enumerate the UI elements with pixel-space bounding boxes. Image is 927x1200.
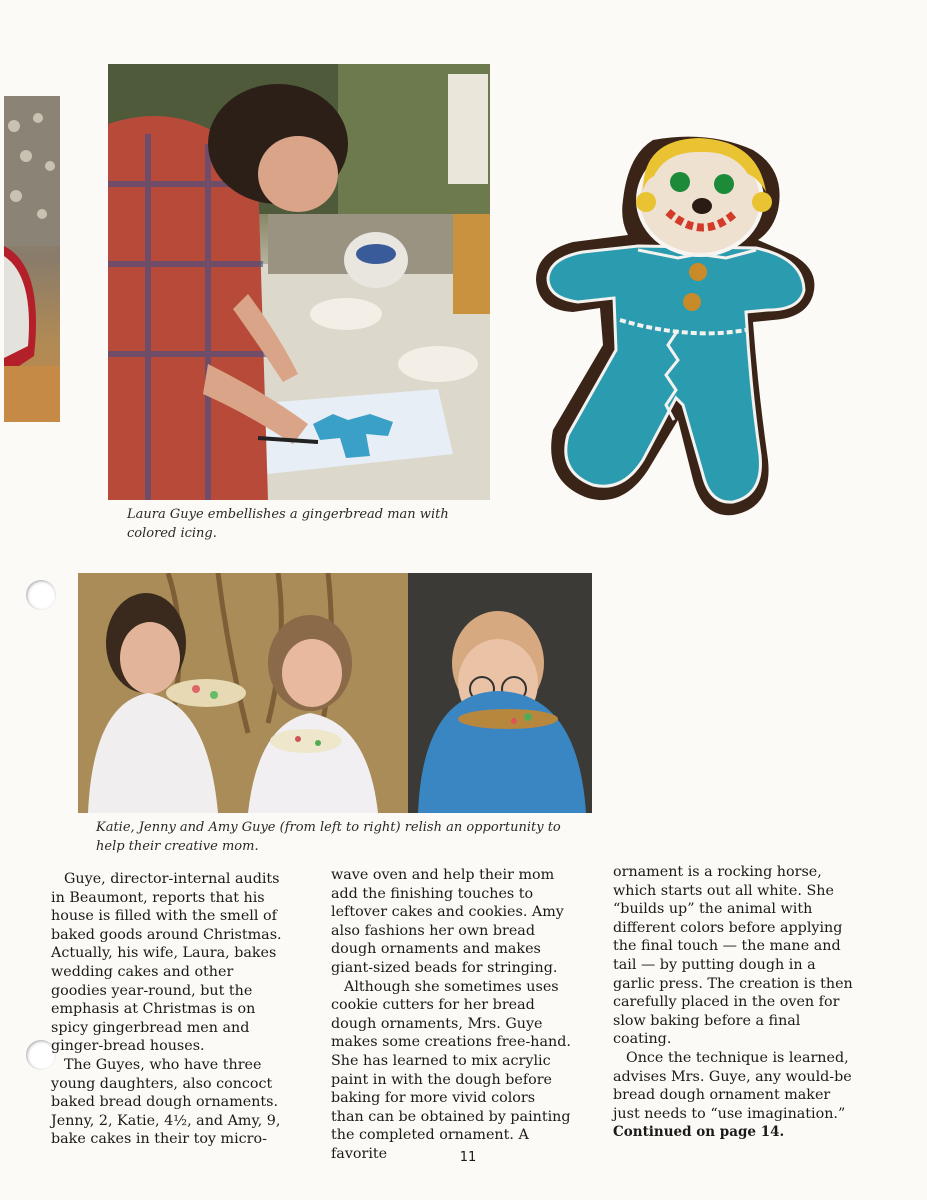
paragraph: Guye, director-internal audits in Beaumont, reports that his house is filled with the smell of baked goods around Christmas. Actually, his wife, Laura, bakes wedding cakes and other goodies year-round, but the emphasis at Christmas is on spicy gingerbread men and ginger-bread houses. — [51, 871, 282, 1055]
facing-page-photo-edge — [4, 96, 60, 422]
paragraph: Once the technique is learned, advises Mrs. Guye, any would-be bread dough ornament maker just needs to “use imagination.” — [613, 1049, 852, 1122]
paragraph: Although she sometimes uses cookie cutters for her bread dough ornaments, Mrs. Guye makes some creations free-hand. She has learned to mix acrylic paint in with the dough before baking for more vivid colors than can be obtained by painting the completed ornament. A favorite — [331, 978, 571, 1162]
photo-woman-icing-gingerbread — [108, 64, 490, 500]
paragraph: ornament is a rocking horse, which starts out all white. She “builds up” the animal with different colors before applying the final touch — the mane and tail — by putting dough in a garlic press. The creation is then carefully placed in the oven for slow baking before a final coating. — [613, 864, 853, 1048]
continued-notice: Continued on page 14. — [613, 1124, 785, 1141]
article-column-1 — [51, 870, 291, 1149]
article-column-2 — [331, 866, 571, 1164]
photo-three-girls-eating-cookies — [78, 573, 592, 813]
photo1-caption: Laura Guye embellishes a gingerbread man with colored icing. — [127, 507, 449, 541]
photo2-caption: Katie, Jenny and Amy Guye (from left to right) relish an opportunity to help their creative mom. — [96, 820, 561, 854]
paragraph: The Guyes, who have three young daughters, also concoct baked bread dough ornaments. Jenny, 2, Katie, 4½, and Amy, 9, bake cakes in their toy micro- — [51, 1056, 281, 1148]
article-column-3 — [613, 863, 853, 1142]
paragraph: wave oven and help their mom add the finishing touches to leftover cakes and cookies. Amy also fashions her own bread dough ornaments and makes giant-sized beads for stringing. — [331, 867, 564, 976]
punch-hole-middle — [26, 580, 56, 610]
page-number: 11 — [459, 1150, 477, 1165]
gingerbread-man-cookie-photo — [528, 130, 823, 520]
